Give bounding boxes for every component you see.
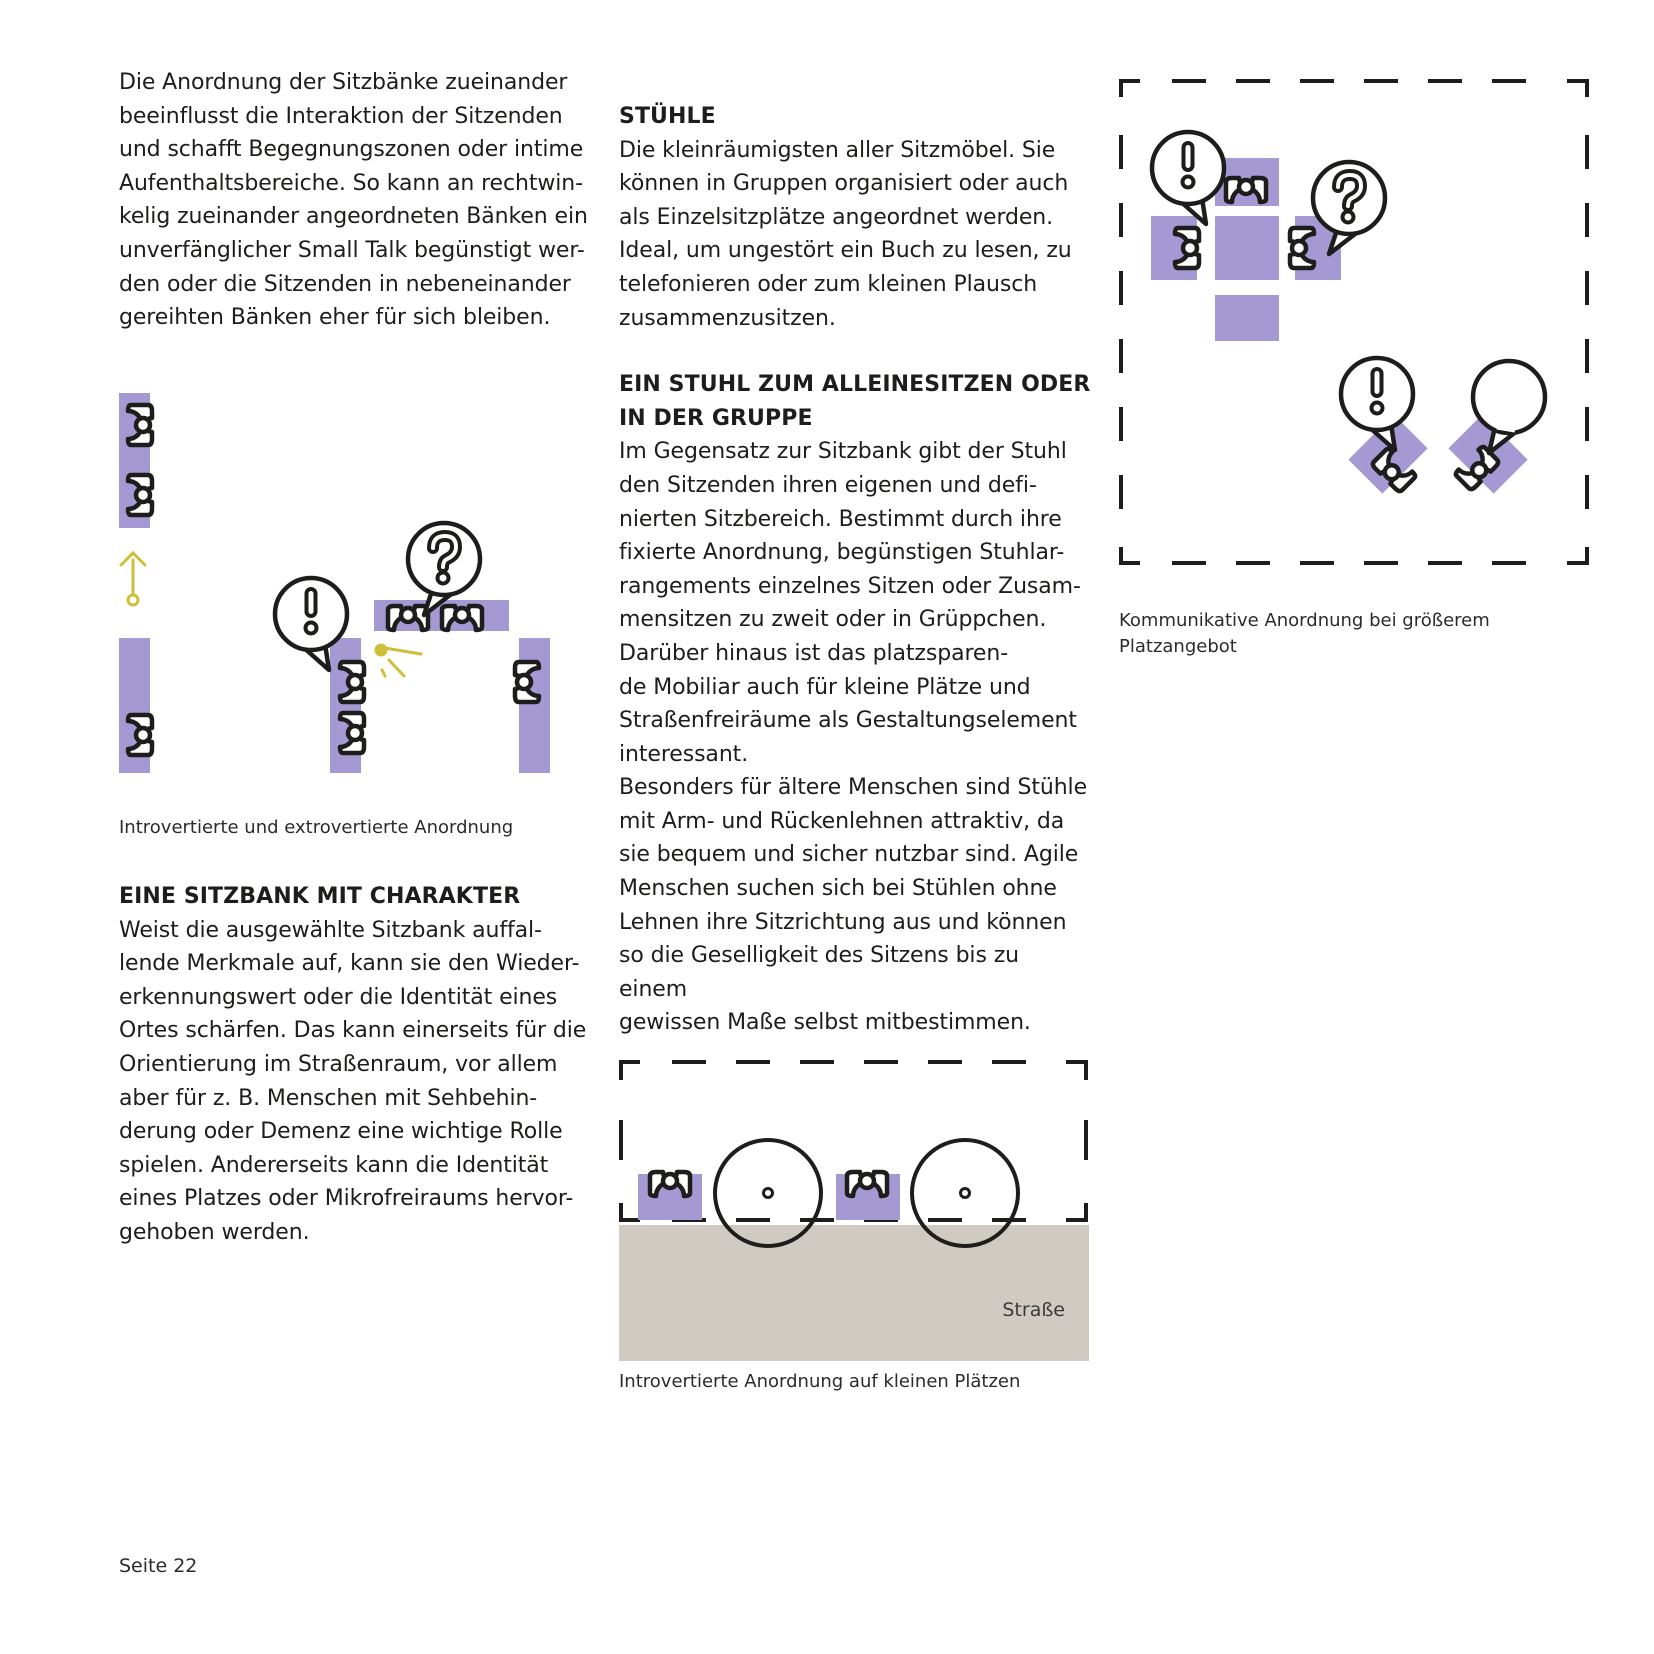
figure3-caption: Kommunikative Anordnung bei größerem Platzangebot bbox=[1119, 610, 1490, 657]
section-heading: STÜHLE bbox=[619, 104, 716, 129]
page-number: Seite 22 bbox=[119, 1555, 198, 1577]
street-label: Straße bbox=[1002, 1299, 1065, 1321]
figure1-caption: Introvertierte und extrovertierte Anordnung bbox=[119, 817, 514, 838]
chair-seat bbox=[1215, 295, 1279, 341]
exclamation-bubble-icon bbox=[1152, 132, 1224, 224]
section-body: Weist die ausgewählte Sitzbank auffal- lende Merkmale auf, kann sie den Wieder- erkennungswert oder die Identität eines Ortes schärfen. Das kann einerseits für die Orientierung im Straßenraum, vor allem aber für z. B. Menschen mit Sehbehin- derung oder Demenz eine wichtige Rolle spielen. Andererseits kann die Identität eines Platzes oder Mikrofreiraums hervor- gehoben werden. bbox=[119, 917, 587, 1245]
section-body: Im Gegensatz zur Sitzbank gibt der Stuhl den Sitzenden ihren eigenen und defi- nierten Sitzbereich. Bestimmt durch ihre fixierte Anordnung, begünstigen Stuhlar- rangements einzelnes Sitzen oder Zusam- mensitzen zu zweit oder in Grüppchen. Darüber hinaus ist das platzsparen- de Mobiliar auch für kleine Plätze und Straßenfreiräume als Gestaltungselement interessant. Besonders für ältere Menschen sind Stühle mit Arm- und Rückenlehnen attraktiv, da sie bequem und sicher nutzbar sind. Agile Menschen suchen sich bei Stühlen ohne Lehnen ihre Sitzrichtung aus und können so die Geselligkeit des Sitzens bis zu einem gewissen Maße selbst mitbestimmen. bbox=[619, 439, 1087, 1036]
table bbox=[1215, 216, 1279, 280]
intro-paragraph: Die Anordnung der Sitzbänke zueinander beeinflusst die Interaktion der Sitzenden und schafft Begegnungszonen oder intime Aufenthaltsbereiche. So kann an rechtwin- kelig zueinander angeordneten Bänken ein unverfänglicher Small Talk begünstigt wer- den oder die Sitzenden in nebeneinander gereihten Bänken eher für sich bleiben. bbox=[119, 70, 588, 331]
section-heading: EIN STUHL ZUM ALLEINESITZEN ODER IN DER GRUPPE bbox=[619, 372, 1091, 431]
section-heading: EINE SITZBANK MIT CHARAKTER bbox=[119, 884, 521, 909]
section-body: Die kleinräumigsten aller Sitzmöbel. Sie können in Gruppen organisiert oder auch als Einzelsitzplätze angeordnet werden. Ideal, um ungestört ein Buch zu lesen, zu telefonieren oder zum kleinen Plausch zusammenzusitzen. bbox=[619, 137, 1072, 331]
figure2-caption: Introvertierte Anordnung auf kleinen Plätzen bbox=[619, 1371, 1021, 1392]
